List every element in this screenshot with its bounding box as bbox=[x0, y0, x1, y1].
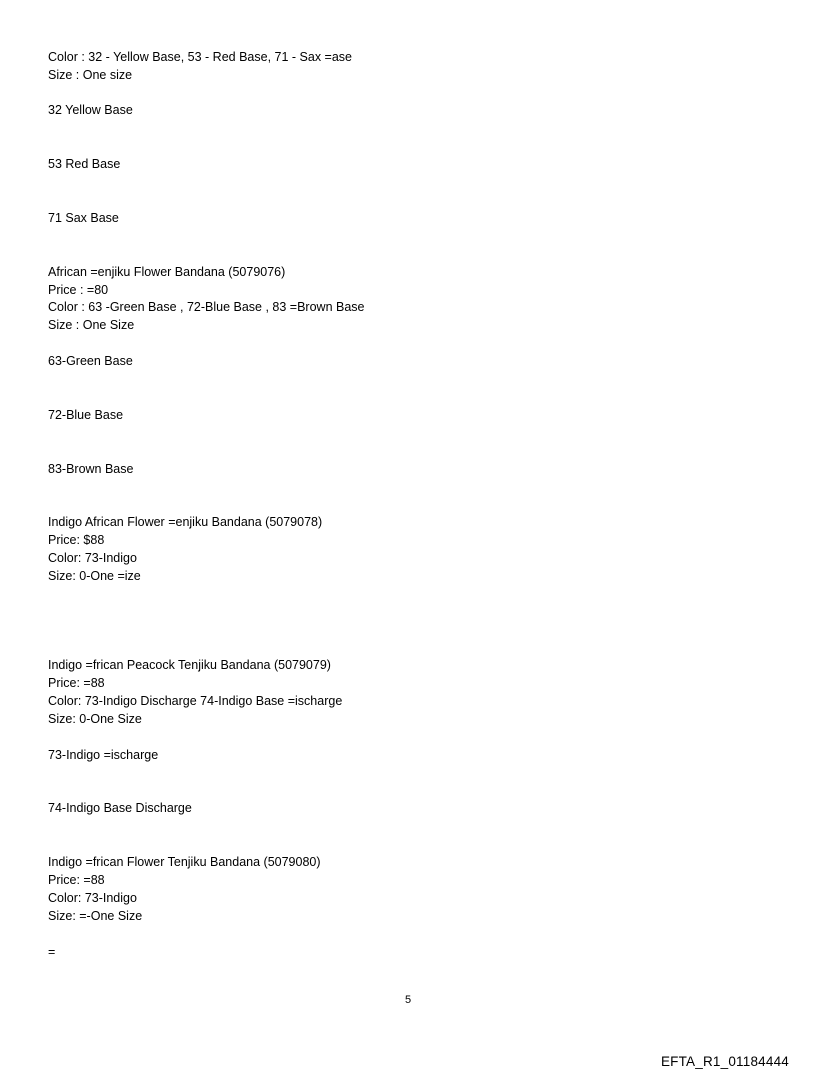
text-line: Size: 0-One Size bbox=[48, 712, 142, 726]
text-line: 71 Sax Base bbox=[48, 211, 119, 225]
text-line: Color: 73-Indigo bbox=[48, 551, 137, 565]
text-line: 73-Indigo =ischarge bbox=[48, 748, 159, 762]
text-line: Size: =-One Size bbox=[48, 909, 143, 923]
text-line: Size : One Size bbox=[48, 318, 135, 332]
text-line: Color : 32 - Yellow Base, 53 - Red Base, 71 - Sax =ase bbox=[48, 50, 352, 64]
text-line: Size : One size bbox=[48, 68, 133, 82]
text-line: = bbox=[48, 945, 56, 959]
text-line: 74-Indigo Base Discharge bbox=[48, 801, 192, 815]
text-line: Price : =80 bbox=[48, 283, 109, 297]
text-line: 63-Green Base bbox=[48, 354, 133, 368]
text-line: Color: 73-Indigo bbox=[48, 891, 137, 905]
text-line: Indigo =frican Peacock Tenjiku Bandana (5079079) bbox=[48, 658, 331, 672]
page-number: 5 bbox=[404, 994, 412, 1006]
document-id: EFTA_R1_01184444 bbox=[660, 1054, 789, 1069]
text-line: Indigo =frican Flower Tenjiku Bandana (5079080) bbox=[48, 855, 321, 869]
text-line: 83-Brown Base bbox=[48, 462, 134, 476]
text-line: 53 Red Base bbox=[48, 157, 121, 171]
text-line: Color: 73-Indigo Discharge 74-Indigo Base =ischarge bbox=[48, 694, 343, 708]
text-line: Size: 0-One =ize bbox=[48, 569, 141, 583]
text-line: Price: =88 bbox=[48, 676, 105, 690]
text-line: Price: $88 bbox=[48, 533, 105, 547]
text-line: African =enjiku Flower Bandana (5079076) bbox=[48, 265, 286, 279]
text-line: Indigo African Flower =enjiku Bandana (5079078) bbox=[48, 515, 323, 529]
text-line: 32 Yellow Base bbox=[48, 103, 133, 117]
text-line: 72-Blue Base bbox=[48, 408, 124, 422]
text-line: Color : 63 -Green Base , 72-Blue Base , 83 =Brown Base bbox=[48, 300, 365, 314]
text-line: Price: =88 bbox=[48, 873, 105, 887]
